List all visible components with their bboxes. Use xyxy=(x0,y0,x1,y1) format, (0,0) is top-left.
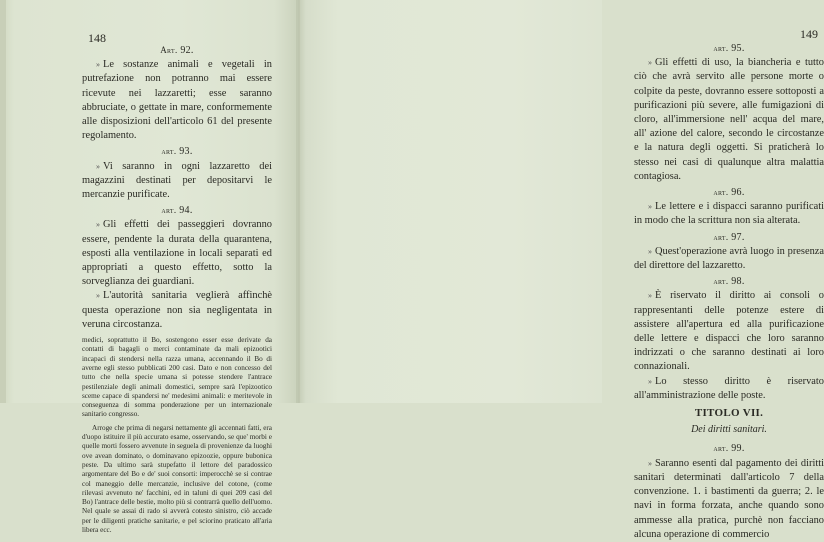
quote-mark: » xyxy=(96,220,100,230)
left-page-edge xyxy=(0,0,6,403)
footnote: medici, soprattutto il Bo, sostengono esser esse derivate da contatti di bagagli o merci contaminate da mali epizootici incapaci di stendersi nella razza umana, accennando il Bo di averne egli stesso pubblicati 200 casi. Dato e non concesso del tutto che nella specie umana si potesse stendere l'antrace pestilenziale degli animali domestici, sempre sarà l'epizootico sceme capace di spandersi ne' medesimi animali: e meritevole in conseguenza di somma ponderazione per un internazionale sanitario congresso. xyxy=(82,336,272,419)
quote-mark: » xyxy=(96,161,100,171)
right-page-text-column xyxy=(634,40,824,542)
section-subtitle: Dei diritti sanitari. xyxy=(691,424,767,436)
page-number-right: 149 xyxy=(800,27,818,41)
paragraph-text: È riservato il diritto ai consoli o rappresentanti delle potenze estere di assistere all'apertura ed alla purificazione delle lettere e dispacci che loro saranno indrizzati o che saranno destinati ai loro connazionali. xyxy=(634,290,824,373)
footnote: Arroge che prima di negarsi nettamente gli accennati fatti, era d'uopo istituire il più accurato esame, osservando, se que' morbi e quelle morti fossero avvenute in seguela di provenienze da luoghi ove avean dominato, o dominavano epizoozie, oppure bubonica peste. Da ultimo sarà stupefatto il lettore del paradossico argomentare del Bo e de' suoi consorti: imperocchè se si contrae col maneggio delle mercanzie, inclusive del cotone, (come rilevasi avvenuto ne' facchini, ed in taluni di quei 209 casi del Bo) l'antrace delle bestie, molto più si contrarrà quello dell'uomo. Nel quale se assai di rado si avverà cotesto sinistro, ciò accade per le diligenti pratiche sanitarie, e pel sciorino praticato all'aria libera ecc. xyxy=(82,423,272,534)
quote-mark: » xyxy=(648,291,652,301)
article-paragraph xyxy=(634,56,824,184)
article-heading xyxy=(634,185,824,200)
article-paragraph xyxy=(634,289,824,374)
paragraph-text: Quest'operazione avrà luogo in presenza del direttore del lazzaretto. xyxy=(634,245,824,272)
article-paragraph xyxy=(634,375,824,403)
article-number: 93. xyxy=(179,146,193,158)
paragraph-text: Gli effetti dei passeggieri dovranno essere, pendente la durata della quarantena, esposti alla ventilazione in locali separati ed appropriati a questo effetto, sotto la sorveglianza dei guardiani. xyxy=(82,219,272,288)
article-label: art. xyxy=(713,43,729,53)
article-paragraph xyxy=(82,218,272,289)
quote-mark: » xyxy=(648,246,652,256)
quote-mark: » xyxy=(648,58,652,68)
left-page xyxy=(0,0,298,534)
quote-mark: » xyxy=(648,202,652,212)
article-label: art. xyxy=(713,187,729,198)
article-number: 99. xyxy=(731,443,745,455)
right-page xyxy=(298,0,824,540)
article-heading xyxy=(82,144,272,159)
section-title: TITOLO VII. xyxy=(694,407,764,420)
paragraph-text: Le lettere e i dispacci saranno purificati in modo che la scrittura non sia alterata. xyxy=(634,201,824,227)
article-number: 95. xyxy=(731,43,745,54)
article-number: 96. xyxy=(731,187,745,199)
article-number: 92. xyxy=(180,45,194,56)
article-paragraph xyxy=(82,58,272,143)
book-gutter-fold xyxy=(296,0,300,403)
article-heading xyxy=(634,230,824,245)
paragraph-text: Le sostanze animali e vegetali in putrefazione non potranno mai essere ricevute nei lazzaretti; esse saranno abbruciate, o gettate in mare, conformemente alle disposizioni dell'articolo 61 del presente regolamento. xyxy=(82,59,272,142)
article-label: art. xyxy=(713,231,729,242)
article-number: 98. xyxy=(731,276,745,288)
article-label: art. xyxy=(161,146,177,157)
article-heading xyxy=(634,441,824,456)
article-label: art. xyxy=(161,205,177,216)
article-paragraph xyxy=(634,245,824,273)
article-heading xyxy=(634,274,824,289)
article-paragraph xyxy=(634,200,824,228)
article-heading xyxy=(82,43,272,58)
article-heading xyxy=(82,203,272,218)
page-number-left: 148 xyxy=(88,31,106,45)
article-label: art. xyxy=(713,443,729,454)
paragraph-text: Gli effetti di uso, la biancheria e tutto ciò che avrà servito alle persone morte o colpite da peste, dovranno essere sottoposti a purificazioni più severe, alle fumigazioni di cloro, all'immersione nell' acqua del mare, all' azione del calore, secondo le circostanze e la natura degli oggetti. Si praticherà lo stesso nei casi di qualunque altra malattia contagiosa. xyxy=(634,57,824,182)
article-paragraph xyxy=(82,160,272,203)
quote-mark: » xyxy=(96,60,100,70)
article-label: Art. xyxy=(160,45,178,55)
quote-mark: » xyxy=(96,291,100,301)
quote-mark: » xyxy=(648,376,652,386)
paragraph-text: Saranno esenti dal pagamento dei diritti sanitari determinati dall'articolo 7 della convenzione. 1. i bastimenti da guerra; 2. le navi in forma forzata, anche quando sono ammesse alla pratica, purchè non facciano alcuna operazione di commercio xyxy=(634,457,824,540)
paragraph-text: Vi saranno in ogni lazzaretto dei magazzini destinati per depositarvi le mercanzie purificate. xyxy=(82,160,272,201)
paragraph-text: Lo stesso diritto è riservato all'amministrazione delle poste. xyxy=(634,375,824,401)
quote-mark: » xyxy=(648,458,652,468)
article-heading xyxy=(634,41,824,56)
article-number: 94. xyxy=(179,205,193,217)
article-number: 97. xyxy=(731,231,745,243)
article-paragraph xyxy=(82,289,272,332)
paragraph-text: L'autorità sanitaria veglierà affinchè questa operazione non sia negligentata in veruna circostanza. xyxy=(82,290,272,330)
article-label: art. xyxy=(713,276,729,287)
left-page-text-column xyxy=(82,42,272,535)
article-paragraph xyxy=(634,457,824,542)
